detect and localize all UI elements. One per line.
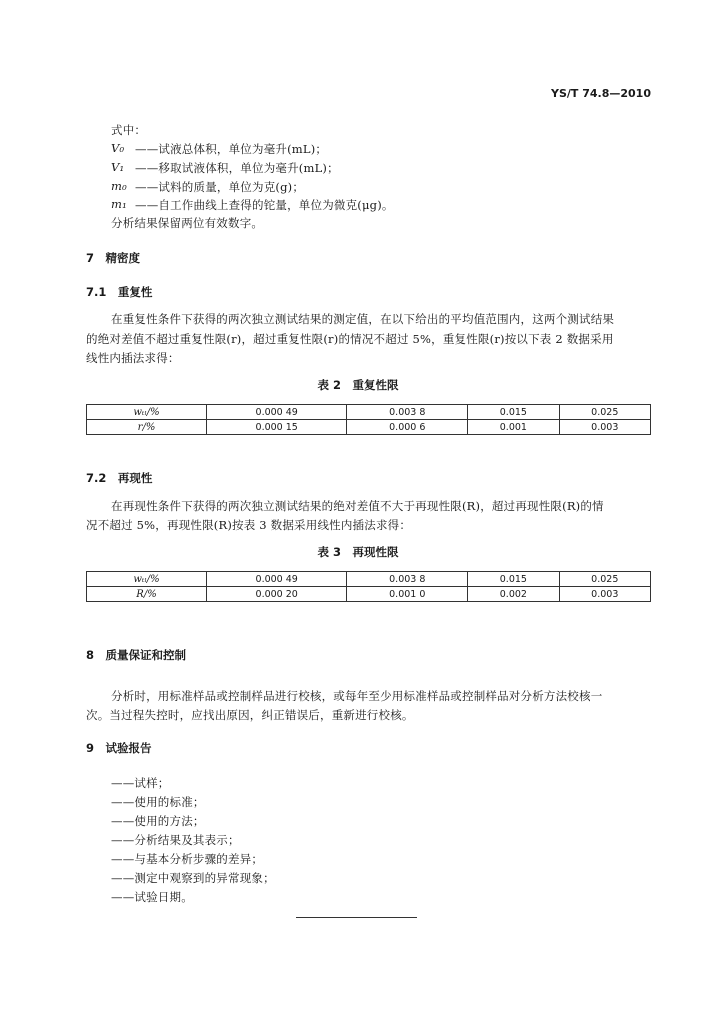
- paragraph-line: 的绝对差值不超过重复性限(r)，超过重复性限(r)的情况不超过 5%，重复性限(r)按以下表 2 数据采用: [86, 332, 614, 346]
- legend-symbol: m₁: [111, 197, 127, 211]
- legend-text: ——试液总体积，单位为毫升(mL)；: [135, 142, 328, 156]
- reproducibility-table: [86, 571, 651, 602]
- paragraph-line: 况不超过 5%，再现性限(R)按表 3 数据采用线性内插法求得：: [86, 518, 412, 532]
- table-cell: 0.025: [559, 572, 650, 587]
- row-label: wₜₗ/%: [87, 572, 207, 587]
- list-item: ——使用的标准；: [111, 795, 205, 809]
- table-cell: 0.003: [559, 420, 650, 435]
- legend-text: ——移取试液体积，单位为毫升(mL)；: [135, 161, 339, 175]
- table-cell: 0.000 49: [207, 572, 347, 587]
- significant-digits-note: 分析结果保留两位有效数字。: [111, 216, 264, 230]
- list-item: ——测定中观察到的异常现象；: [111, 871, 275, 885]
- table-row: [87, 572, 651, 587]
- table-2-caption: 表 2 重复性限: [317, 378, 399, 392]
- list-item: ——使用的方法；: [111, 814, 205, 828]
- formula-legend-intro: 式中：: [111, 123, 147, 137]
- legend-text: ——试料的质量，单位为克(g)；: [135, 180, 305, 194]
- section-7-1-title: 7.1 重复性: [86, 285, 153, 299]
- legend-item: [111, 141, 327, 157]
- table-cell: 0.015: [468, 572, 559, 587]
- legend-text: ——自工作曲线上查得的铊量，单位为微克(μg)。: [135, 198, 394, 212]
- table-cell: 0.000 20: [207, 587, 347, 602]
- section-9-title: 9 试验报告: [86, 741, 152, 755]
- table-row: [87, 587, 651, 602]
- table-cell: 0.000 49: [207, 405, 347, 420]
- list-item: ——试验日期。: [111, 890, 193, 904]
- row-label: R/%: [87, 587, 207, 602]
- table-cell: 0.000 15: [207, 420, 347, 435]
- section-7-title: 7 精密度: [86, 251, 141, 265]
- legend-symbol: m₀: [111, 179, 127, 193]
- paragraph-line: 次。当过程失控时，应找出原因，纠正错误后，重新进行校核。: [86, 708, 414, 722]
- legend-item: [111, 179, 304, 195]
- paragraph-line: 线性内插法求得：: [86, 351, 180, 365]
- section-7-2-title: 7.2 再现性: [86, 471, 153, 485]
- table-row: [87, 405, 651, 420]
- list-item: ——分析结果及其表示；: [111, 833, 240, 847]
- table-cell: 0.003 8: [347, 572, 468, 587]
- list-item: ——与基本分析步骤的差异；: [111, 852, 264, 866]
- legend-symbol: V₀: [111, 141, 125, 155]
- paragraph-line: 在再现性条件下获得的两次独立测试结果的绝对差值不大于再现性限(R)，超过再现性限(R)的情: [111, 499, 604, 513]
- row-label: r/%: [87, 420, 207, 435]
- row-label: wₜₗ/%: [87, 405, 207, 420]
- table-cell: 0.003 8: [347, 405, 468, 420]
- standard-number: YS/T 74.8—2010: [551, 87, 651, 100]
- end-rule: [296, 917, 417, 918]
- table-cell: 0.015: [468, 405, 559, 420]
- legend-symbol: V₁: [111, 160, 125, 174]
- table-cell: 0.002: [468, 587, 559, 602]
- legend-item: [111, 160, 339, 176]
- table-row: [87, 420, 651, 435]
- list-item: ——试样；: [111, 776, 170, 790]
- table-cell: 0.003: [559, 587, 650, 602]
- table-3-caption: 表 3 再现性限: [317, 545, 399, 559]
- paragraph-line: 分析时，用标准样品或控制样品进行校核，或每年至少用标准样品或控制样品对分析方法校核一: [111, 689, 603, 703]
- legend-item: [111, 197, 394, 213]
- table-cell: 0.025: [559, 405, 650, 420]
- paragraph-line: 在重复性条件下获得的两次独立测试结果的测定值，在以下给出的平均值范围内，这两个测试结果: [111, 312, 615, 326]
- table-cell: 0.001: [468, 420, 559, 435]
- repeatability-table: [86, 404, 651, 435]
- table-cell: 0.001 0: [347, 587, 468, 602]
- section-8-title: 8 质量保证和控制: [86, 648, 187, 662]
- table-cell: 0.000 6: [347, 420, 468, 435]
